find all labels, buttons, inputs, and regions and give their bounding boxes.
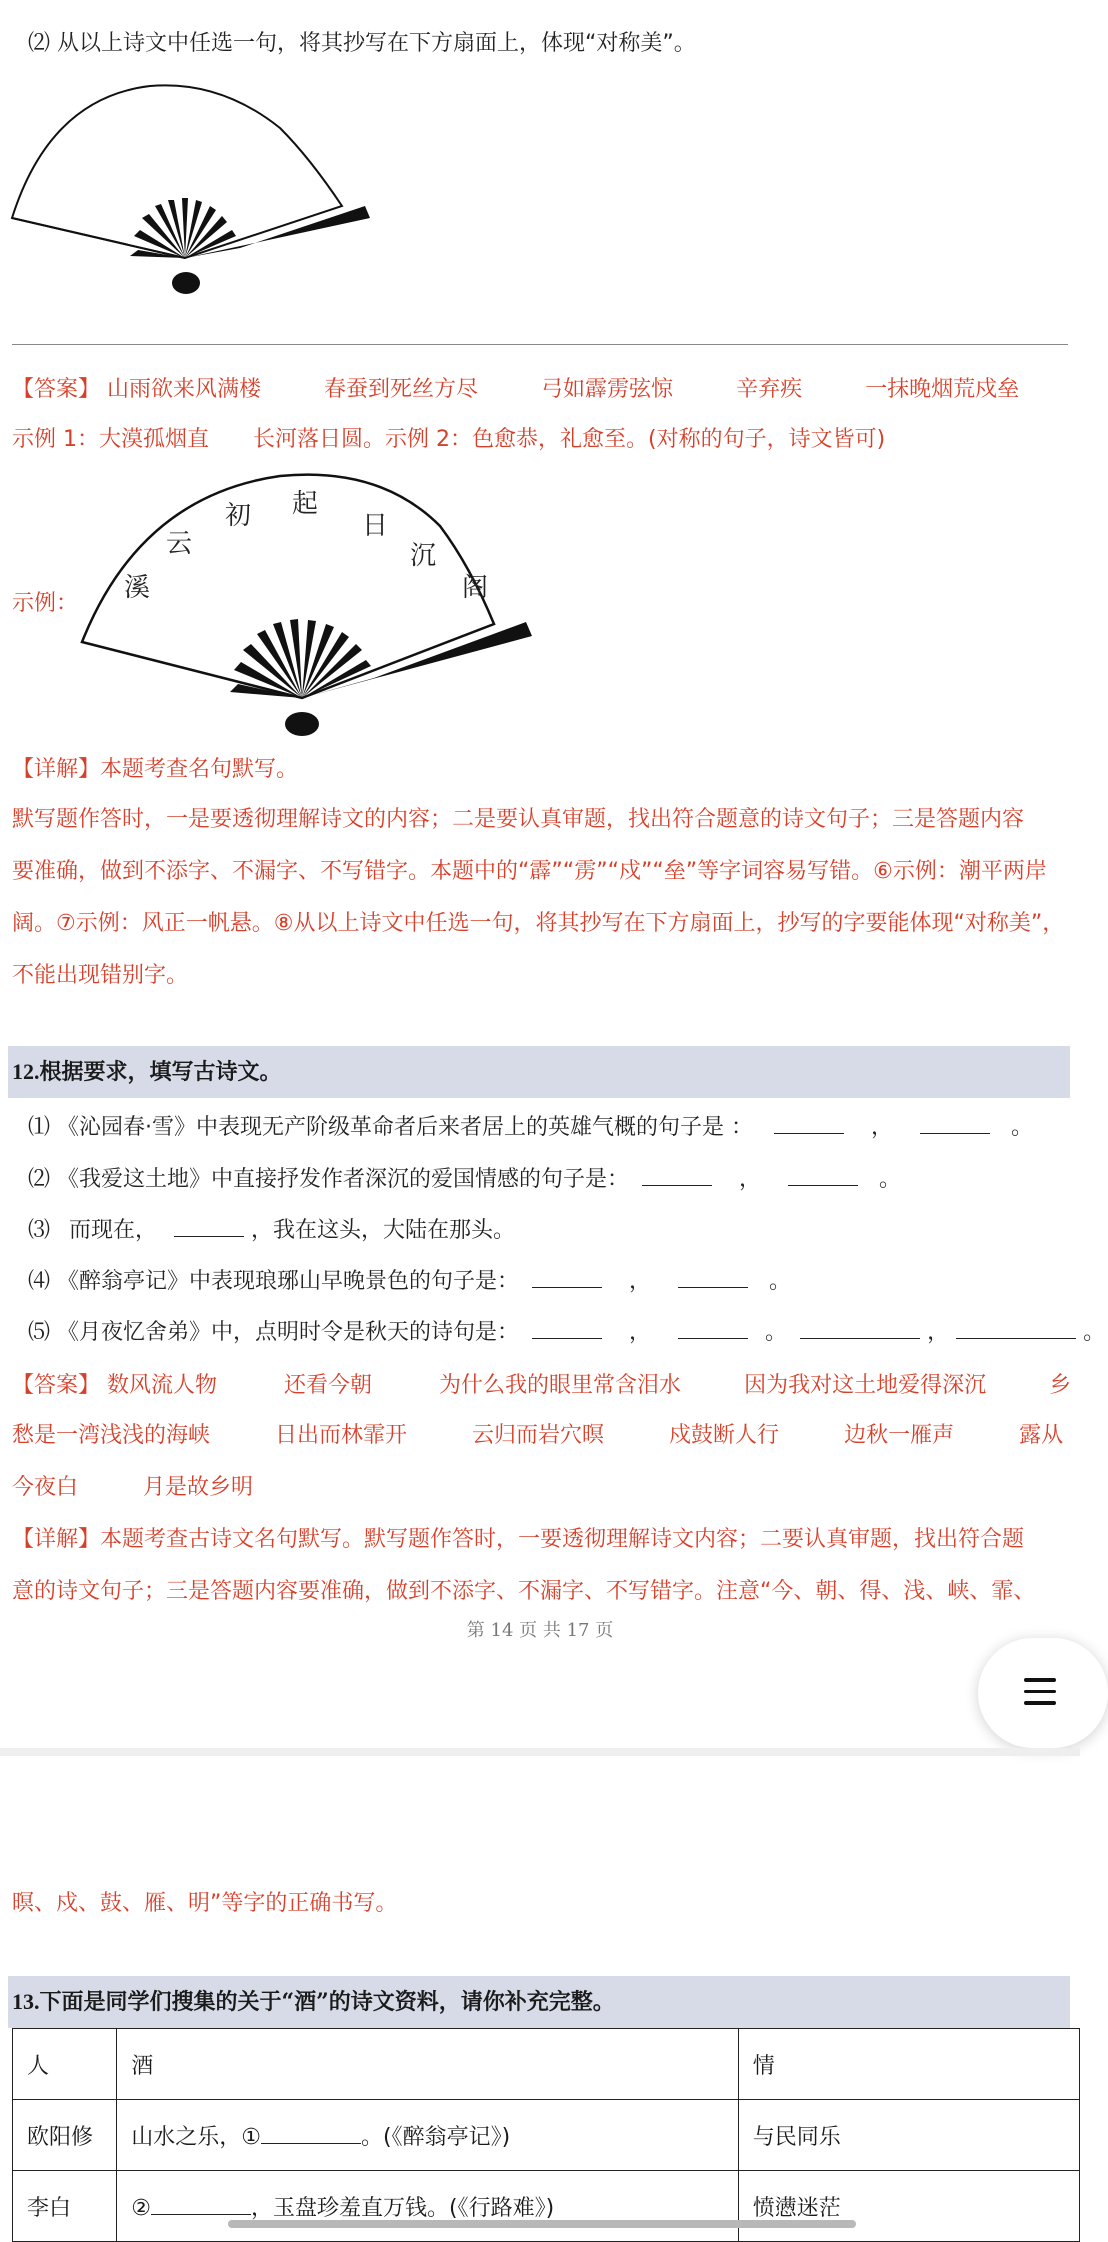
hamburger-menu-icon bbox=[1024, 1678, 1056, 1713]
detail11-line: 默写题作答时，一是要透彻理解诗文的内容；二是要认真审题，找出符合题意的诗文句子；三是答题内容 bbox=[12, 807, 1025, 832]
horizontal-scrollbar[interactable] bbox=[228, 2220, 856, 2228]
answer12-item: 愁是一湾浅浅的海峡 bbox=[12, 1423, 211, 1448]
item-number: ⑴ bbox=[28, 1115, 51, 1140]
comma: ， bbox=[871, 1115, 894, 1140]
answer12-line-2 bbox=[12, 1418, 1063, 1449]
answer-blank[interactable] bbox=[678, 1269, 748, 1288]
q13-title: 下面是同学们搜集的关于“酒”的诗文资料，请你补充完整。 bbox=[39, 1989, 615, 2015]
item-number: ⑸ bbox=[28, 1320, 51, 1345]
feeling-cell: 愤懑迷茫 bbox=[738, 2171, 1079, 2242]
detail11-title-text: 本题考查名句默写。 bbox=[100, 757, 299, 782]
item-text: 《月夜忆舍弟》中，点明时令是秋天的诗句是： bbox=[57, 1320, 520, 1345]
answer11-item: 春蚕到死丝方尽 bbox=[324, 377, 479, 402]
answer-blank[interactable] bbox=[774, 1115, 844, 1134]
detail12-text: 本题考查古诗文名句默写。默写题作答时，一要透彻理解诗文内容；二要认真审题，找出符合题 bbox=[100, 1527, 1025, 1552]
comma: ， bbox=[927, 1320, 950, 1345]
answer12-item: 露从 bbox=[1019, 1423, 1064, 1448]
answer12-item: 戍鼓断人行 bbox=[669, 1423, 780, 1448]
answer12-item: 云归而岩穴暝 bbox=[472, 1423, 605, 1448]
answer-blank[interactable] bbox=[642, 1167, 712, 1186]
answer11-tag: 【答案】 bbox=[12, 377, 101, 402]
item-number: ⑷ bbox=[28, 1269, 51, 1294]
item-number: ⑵ bbox=[28, 1167, 51, 1192]
answer12-tag: 【答案】 bbox=[12, 1373, 101, 1398]
q12-number: 12. bbox=[12, 1059, 40, 1084]
item-text: 《醉翁亭记》中表现琅琊山早晚景色的句子是： bbox=[57, 1269, 520, 1294]
q11-part2-prompt: ⑵ 从以上诗文中任选一句，将其抄写在下方扇面上，体现“对称美”。 bbox=[28, 31, 696, 56]
page-separator bbox=[0, 1748, 1080, 1756]
answer12-item: 边秋一雁声 bbox=[844, 1423, 955, 1448]
answer-blank[interactable] bbox=[800, 1320, 920, 1339]
answer12-item: 今夜白 bbox=[12, 1475, 79, 1500]
fan-char: 沉 bbox=[410, 541, 437, 571]
q13-number: 13. bbox=[12, 1989, 40, 2014]
item-number: ⑶ bbox=[28, 1218, 51, 1243]
answer11-examples: 示例 1：大漠孤烟直 长河落日圆。示例 2：色愈恭，礼愈至。(对称的句子，诗文皆可) bbox=[12, 427, 886, 452]
q13-table bbox=[12, 2028, 1080, 2242]
answer-blank[interactable] bbox=[956, 1320, 1076, 1339]
fan-char: 溪 bbox=[124, 573, 151, 603]
answer-blank[interactable] bbox=[920, 1115, 990, 1134]
q13-header bbox=[8, 1976, 1070, 2028]
page-number-footer: 第 14 页 共 17 页 bbox=[466, 1620, 614, 1641]
item-tail: 。 bbox=[765, 1320, 788, 1345]
item-tail: 。 bbox=[1011, 1115, 1034, 1140]
table-header-row bbox=[13, 2029, 1080, 2100]
q12-title: 根据要求，填写古诗文。 bbox=[39, 1059, 282, 1085]
q12-item-2 bbox=[28, 1162, 901, 1193]
person-cell: 欧阳修 bbox=[13, 2100, 117, 2171]
answer-blank[interactable] bbox=[678, 1320, 748, 1339]
fan-char: 云 bbox=[166, 529, 193, 559]
answer12-item: 因为我对这土地爱得深沉 bbox=[744, 1373, 987, 1398]
comma: ， bbox=[629, 1269, 652, 1294]
floating-menu-button[interactable] bbox=[978, 1638, 1108, 1748]
answer11-item: 山雨欲来风满楼 bbox=[107, 377, 262, 402]
answer-blank[interactable] bbox=[532, 1269, 602, 1288]
detail11-title bbox=[12, 752, 298, 783]
answer12-item: 日出而林霏开 bbox=[275, 1423, 408, 1448]
item-tail: 。 bbox=[879, 1167, 902, 1192]
detail11-line: 不能出现错别字。 bbox=[12, 963, 189, 988]
fan-char: 阁 bbox=[462, 573, 489, 603]
answer-blank[interactable] bbox=[788, 1167, 858, 1186]
table-header-cell: 人 bbox=[13, 2029, 117, 2100]
wine-cell bbox=[117, 2100, 739, 2171]
answer12-item: 数风流人物 bbox=[107, 1373, 218, 1398]
feeling-cell: 与民同乐 bbox=[738, 2100, 1079, 2171]
fan-char: 起 bbox=[292, 489, 319, 519]
detail11-tag: 【详解】 bbox=[12, 757, 101, 782]
answer12-item: 乡 bbox=[1049, 1373, 1072, 1398]
detail12-tag: 【详解】 bbox=[12, 1527, 101, 1552]
table-row bbox=[13, 2100, 1080, 2171]
q12-header bbox=[8, 1046, 1070, 1098]
table-header-cell: 情 bbox=[738, 2029, 1079, 2100]
cell-text: 山水之乐，① bbox=[131, 2124, 261, 2150]
blank-fan-image bbox=[10, 78, 370, 298]
item-text: 《沁园春·雪》中表现无产阶级革命者后来者居上的英雄气概的句子是 ： bbox=[57, 1115, 754, 1140]
answer12-line-1 bbox=[12, 1368, 1071, 1399]
answer12-item: 还看今朝 bbox=[284, 1373, 373, 1398]
q12-item-1 bbox=[28, 1110, 1033, 1141]
cell-text: ② bbox=[131, 2195, 151, 2221]
q12-item-3 bbox=[28, 1213, 515, 1244]
cell-text: ，玉盘珍羞直万钱。(《行路难》) bbox=[250, 2195, 555, 2221]
detail11-line: 要准确，做到不添字、不漏字、不写错字。本题中的“霹”“雳”“戍”“垒”等字词容易写错。⑥示例：潮平两岸 bbox=[12, 859, 1047, 884]
detail12-line-2: 意的诗文句子；三是答题内容要准确，做到不添字、不漏字、不写错字。注意“今、朝、得、浅、峡、霏、 bbox=[12, 1579, 1036, 1604]
item-text: 而现在， bbox=[69, 1218, 158, 1243]
item-text: 《我爱这土地》中直接抒发作者深沉的爱国情感的句子是： bbox=[57, 1167, 630, 1192]
answer-blank[interactable] bbox=[261, 2125, 361, 2144]
answer-blank[interactable] bbox=[532, 1320, 602, 1339]
table-header-cell: 酒 bbox=[117, 2029, 739, 2100]
detail11-line: 阔。⑦示例：风正一帆悬。⑧从以上诗文中任选一句，将其抄写在下方扇面上，抄写的字要能体现“对称美”， bbox=[12, 911, 1065, 936]
section-divider bbox=[12, 344, 1068, 345]
answer11-item: 一抹晚烟荒戍垒 bbox=[865, 377, 1020, 402]
answer11-item: 辛弃疾 bbox=[736, 377, 803, 402]
table-row bbox=[13, 2171, 1080, 2242]
comma: ， bbox=[629, 1320, 652, 1345]
fan-char: 初 bbox=[225, 501, 252, 531]
item-tail: 。 bbox=[769, 1269, 792, 1294]
answer11-item: 弓如霹雳弦惊 bbox=[541, 377, 674, 402]
person-cell: 李白 bbox=[13, 2171, 117, 2242]
answer-blank[interactable] bbox=[174, 1218, 244, 1237]
item-tail: ，我在这头，大陆在那头。 bbox=[251, 1218, 516, 1243]
wine-cell bbox=[117, 2171, 739, 2242]
period: 。 bbox=[1083, 1320, 1106, 1345]
q12-item-4 bbox=[28, 1264, 791, 1295]
detail12-line-3: 暝、戍、鼓、雁、明”等字的正确书写。 bbox=[12, 1891, 398, 1916]
answer12-line-3 bbox=[12, 1470, 253, 1501]
answer-blank[interactable] bbox=[151, 2196, 251, 2215]
answer12-item: 月是故乡明 bbox=[143, 1475, 254, 1500]
answer12-item: 为什么我的眼里常含泪水 bbox=[439, 1373, 682, 1398]
cell-text: 。(《醉翁亭记》) bbox=[360, 2124, 511, 2150]
comma: ， bbox=[739, 1167, 762, 1192]
detail12-line-1 bbox=[12, 1522, 1024, 1553]
fan-example-label: 示例： bbox=[12, 591, 79, 616]
fan-char: 日 bbox=[362, 511, 389, 541]
answer11-line bbox=[12, 372, 1075, 403]
q12-item-5 bbox=[28, 1315, 1105, 1346]
example-fan-image bbox=[80, 466, 540, 742]
